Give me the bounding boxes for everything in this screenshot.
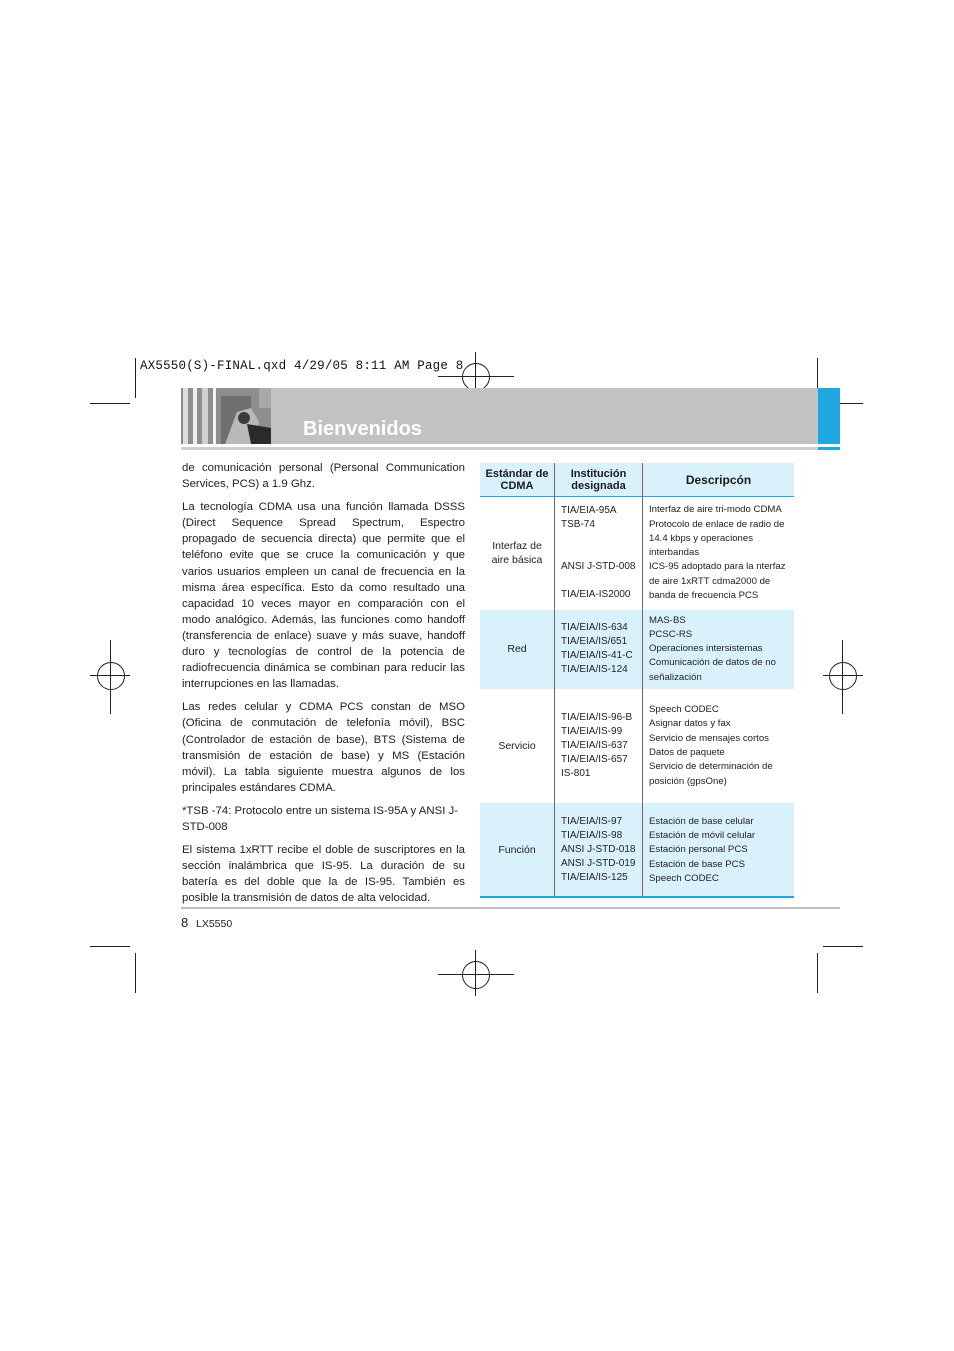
- description-cell: [643, 803, 795, 898]
- institution-line: TIA/EIA/IS-97: [561, 816, 623, 828]
- description-line: banda de frecuencia PCS: [649, 589, 759, 601]
- institution-line: TIA/EIA/IS-125: [561, 872, 628, 884]
- table-row: [480, 689, 794, 803]
- institution-line: TIA/EIA/IS-657: [561, 753, 628, 765]
- description-line: ICS-95 adoptado para la nterfaz: [649, 561, 786, 573]
- institution-cell: [555, 497, 643, 610]
- institution-cell: [555, 610, 643, 689]
- table-row: [480, 610, 794, 689]
- description-line: posición (gpsOne): [649, 775, 727, 787]
- description-line: Interfaz de aire tri-modo CDMA: [649, 504, 782, 516]
- institution-line: ANSI J-STD-008: [561, 561, 636, 573]
- header-rule-accent: [818, 447, 840, 450]
- crop-mark: [823, 946, 863, 947]
- description-line: Estación de base PCS: [649, 858, 745, 870]
- description-cell: [643, 610, 795, 689]
- institution-line: TSB-74: [561, 519, 595, 531]
- description-line: Estación personal PCS: [649, 844, 748, 856]
- standard-cell: Función: [480, 803, 555, 898]
- standard-cell: Servicio: [480, 689, 555, 803]
- paragraph: La tecnología CDMA usa una función llamada DSSS (Direct Sequence Spread Spectrum, Espectro propagado de secuencia directa) que permite que el teléfono evite que se cruce la comunicación y que varios usuarios empleen un canal de frecuencia en la misma área específica. Esto da como resultado una capacidad 10 veces mayor en comparación con el modo analógico. Además, las funciones como handoff (transferencia de enlace) suave y más suave, handoff duro y tecnologías de control de la potencia de radiofrecuencia dinámica se combinan para reducir las interrupciones en las llamadas.: [182, 501, 465, 691]
- institution-line: TIA/EIA/IS-124: [561, 664, 628, 676]
- footer-rule: [181, 907, 840, 909]
- description-cell: [643, 497, 795, 610]
- description-line: MAS-BS: [649, 614, 686, 626]
- institution-line: ANSI J-STD-018: [561, 844, 636, 856]
- crop-mark: [135, 358, 136, 398]
- description-line: Estación de base celular: [649, 815, 754, 827]
- header-rule: [181, 447, 840, 450]
- table-row: [480, 803, 794, 898]
- cdma-standards-table: [480, 463, 794, 898]
- header-photo: [181, 388, 271, 444]
- institution-line: TIA/EIA/IS-637: [561, 739, 628, 751]
- description-line: Asignar datos y fax: [649, 718, 731, 730]
- institution-line: ANSI J-STD-019: [561, 858, 636, 870]
- institution-line: TIA/EIA/IS-634: [561, 622, 628, 634]
- institution-line: TIA/EIA/IS-96-B: [561, 711, 633, 723]
- description-line: PCSC-RS: [649, 628, 693, 640]
- description-line: interbandas: [649, 547, 700, 559]
- description-line: de aire 1xRTT cdma2000 de: [649, 575, 771, 587]
- crop-mark: [817, 953, 818, 993]
- crop-mark: [90, 946, 130, 947]
- description-line: Protocolo de enlace de radio de: [649, 518, 785, 530]
- institution-line: TIA/EIA/IS-41-C: [561, 650, 633, 662]
- column-header: Estándar de CDMA: [480, 463, 555, 497]
- column-header: Descripcón: [643, 463, 795, 497]
- institution-line: [561, 532, 636, 546]
- institution-line: TIA/EIA/IS-99: [561, 725, 623, 737]
- crop-mark: [135, 953, 136, 993]
- institution-line: [561, 546, 636, 560]
- column-header: Institución designada: [555, 463, 643, 497]
- table-bottom-rule: [480, 896, 794, 898]
- institution-line: TIA/EIA-IS2000: [561, 589, 631, 601]
- institution-cell: [555, 689, 643, 803]
- institution-line: TIA/EIA/IS/651: [561, 636, 628, 648]
- institution-cell: [555, 803, 643, 898]
- crop-mark: [90, 403, 130, 404]
- paragraph: de comunicación personal (Personal Communication Services, PCS) a 1.9 Ghz.: [182, 462, 465, 491]
- description-line: 14.4 kbps y operaciones: [649, 532, 753, 544]
- description-line: Estación de móvil celular: [649, 830, 756, 842]
- standard-cell: Red: [480, 610, 555, 689]
- description-line: Servicio de mensajes cortos: [649, 732, 769, 744]
- description-cell: [643, 689, 795, 803]
- header-band: [181, 388, 840, 444]
- institution-line: [561, 574, 636, 588]
- print-slug: AX5550(S)-FINAL.qxd 4/29/05 8:11 AM Page 8: [140, 359, 464, 373]
- description-line: Servicio de determinación de: [649, 761, 773, 773]
- description-line: Datos de paquete: [649, 746, 725, 758]
- table-row: [480, 497, 794, 610]
- header-accent-block: [818, 388, 840, 444]
- paragraph: Las redes celular y CDMA PCS constan de MSO (Oficina de conmutación de telefonía móvil), BSC (Controlador de estación de base), BTS (Sistema de transmisión de estación de base) y MS (Estación móvil). La tabla siguiente muestra algunos de los principales estándares CDMA.: [182, 701, 465, 794]
- institution-line: TIA/EIA/IS-98: [561, 830, 623, 842]
- description-line: Comunicación de datos de no: [649, 657, 776, 669]
- description-line: Speech CODEC: [649, 704, 719, 716]
- model-name: LX5550: [196, 918, 233, 930]
- description-line: Speech CODEC: [649, 872, 719, 884]
- description-line: Operaciones intersistemas: [649, 643, 763, 655]
- institution-line: TIA/EIA-95A: [561, 505, 617, 517]
- paragraph: *TSB -74: Protocolo entre un sistema IS-95A y ANSI J-STD-008: [182, 804, 459, 833]
- institution-line: IS-801: [561, 767, 591, 779]
- description-line: señalización: [649, 671, 702, 683]
- standard-cell: Interfaz de aire básica: [480, 497, 555, 610]
- body-text: [182, 460, 465, 913]
- paragraph: El sistema 1xRTT recibe el doble de suscriptores en la sección inalámbrica que IS-95. La duración de su batería es del doble que la de IS-95. También es posible la transmisión de datos de alta velocidad.: [182, 844, 465, 905]
- page-number: 8: [181, 915, 189, 930]
- page-title: Bienvenidos: [303, 418, 422, 440]
